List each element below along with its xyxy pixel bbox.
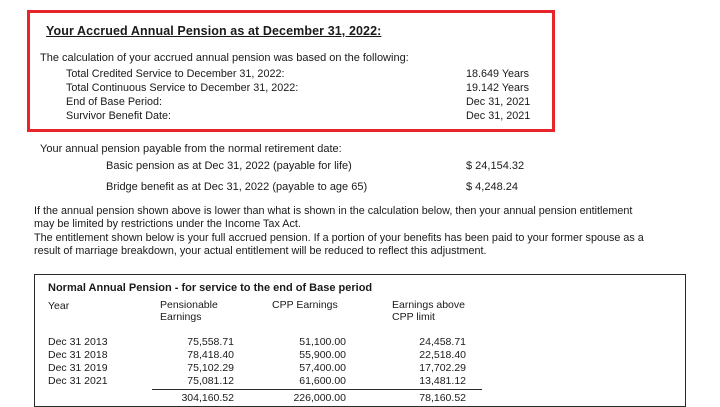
payable-row bbox=[0, 181, 720, 197]
table-row bbox=[0, 362, 652, 375]
cell-cpp: 51,100.00 bbox=[299, 336, 346, 348]
table-row bbox=[0, 349, 652, 362]
cell-pensionable: 78,418.40 bbox=[187, 349, 234, 361]
payable-value: $ 24,154.32 bbox=[466, 160, 525, 172]
cell-total-above: 78,160.52 bbox=[419, 392, 466, 404]
accrued-pension-title: Your Accrued Annual Pension as at December 31, 2022: bbox=[46, 24, 382, 38]
cell-year: Dec 31 2013 bbox=[48, 336, 108, 348]
cell-pensionable: 75,558.71 bbox=[187, 336, 234, 348]
table-header-earnings-above: Earnings above bbox=[392, 299, 465, 311]
note-line: result of marriage breakdown, your actual entitlement will be reduced to reflect this adjustment. bbox=[34, 245, 487, 257]
table-total-row bbox=[0, 392, 652, 405]
table-title: Normal Annual Pension - for service to the end of Base period bbox=[48, 282, 373, 294]
cell-total-cpp: 226,000.00 bbox=[293, 392, 346, 404]
accrued-detail-value: 18.649 Years bbox=[466, 68, 530, 80]
table-total-divider bbox=[152, 389, 482, 390]
accrued-detail-row bbox=[66, 82, 536, 96]
cell-above: 17,702.29 bbox=[419, 362, 466, 374]
table-row bbox=[0, 375, 652, 388]
accrued-detail-value: Dec 31, 2021 bbox=[466, 110, 531, 122]
note-line: If the annual pension shown above is lower than what is shown in the calculation below, then your annual pension entitlement bbox=[34, 205, 633, 217]
table-header-pensionable-earnings-line2: Earnings bbox=[160, 311, 202, 323]
accrued-detail-value: Dec 31, 2021 bbox=[466, 96, 531, 108]
cell-above: 24,458.71 bbox=[419, 336, 466, 348]
calculation-intro-text: The calculation of your accrued annual pension was based on the following: bbox=[40, 52, 409, 64]
accrued-detail-row bbox=[66, 110, 536, 124]
cell-above: 22,518.40 bbox=[419, 349, 466, 361]
accrued-detail-label: End of Base Period: bbox=[66, 96, 163, 108]
accrued-detail-label: Total Credited Service to December 31, 2022: bbox=[66, 68, 285, 80]
table-header-pensionable-earnings: Pensionable bbox=[160, 299, 218, 311]
cell-total-pensionable: 304,160.52 bbox=[181, 392, 234, 404]
note-line: The entitlement shown below is your full accrued pension. If a portion of your benefits has been paid to your former spouse as a bbox=[34, 232, 644, 244]
cell-pensionable: 75,081.12 bbox=[187, 375, 234, 387]
cell-cpp: 55,900.00 bbox=[299, 349, 346, 361]
accrued-detail-value: 19.142 Years bbox=[466, 82, 530, 94]
payable-label: Basic pension as at Dec 31, 2022 (payable for life) bbox=[106, 160, 352, 172]
table-header-earnings-above-line2: CPP limit bbox=[392, 311, 435, 323]
cell-year: Dec 31 2018 bbox=[48, 349, 108, 361]
table-header-cpp-earnings: CPP Earnings bbox=[272, 299, 338, 311]
payable-label: Bridge benefit as at Dec 31, 2022 (payable to age 65) bbox=[106, 181, 368, 193]
cell-above: 13,481.12 bbox=[419, 375, 466, 387]
cell-cpp: 61,600.00 bbox=[299, 375, 346, 387]
accrued-detail-row bbox=[66, 96, 536, 110]
note-line: may be limited by restrictions under the Income Tax Act. bbox=[34, 218, 301, 230]
table-header-year: Year bbox=[48, 300, 70, 312]
accrued-detail-row bbox=[66, 68, 536, 82]
table-row bbox=[0, 336, 652, 349]
payable-intro-text: Your annual pension payable from the normal retirement date: bbox=[40, 143, 342, 155]
cell-cpp: 57,400.00 bbox=[299, 362, 346, 374]
accrued-detail-label: Total Continuous Service to December 31, 2022: bbox=[66, 82, 299, 94]
payable-value: $ 4,248.24 bbox=[466, 181, 518, 193]
cell-year: Dec 31 2019 bbox=[48, 362, 108, 374]
cell-year: Dec 31 2021 bbox=[48, 375, 108, 387]
payable-row bbox=[0, 160, 720, 176]
cell-pensionable: 75,102.29 bbox=[187, 362, 234, 374]
accrued-detail-label: Survivor Benefit Date: bbox=[66, 110, 172, 122]
